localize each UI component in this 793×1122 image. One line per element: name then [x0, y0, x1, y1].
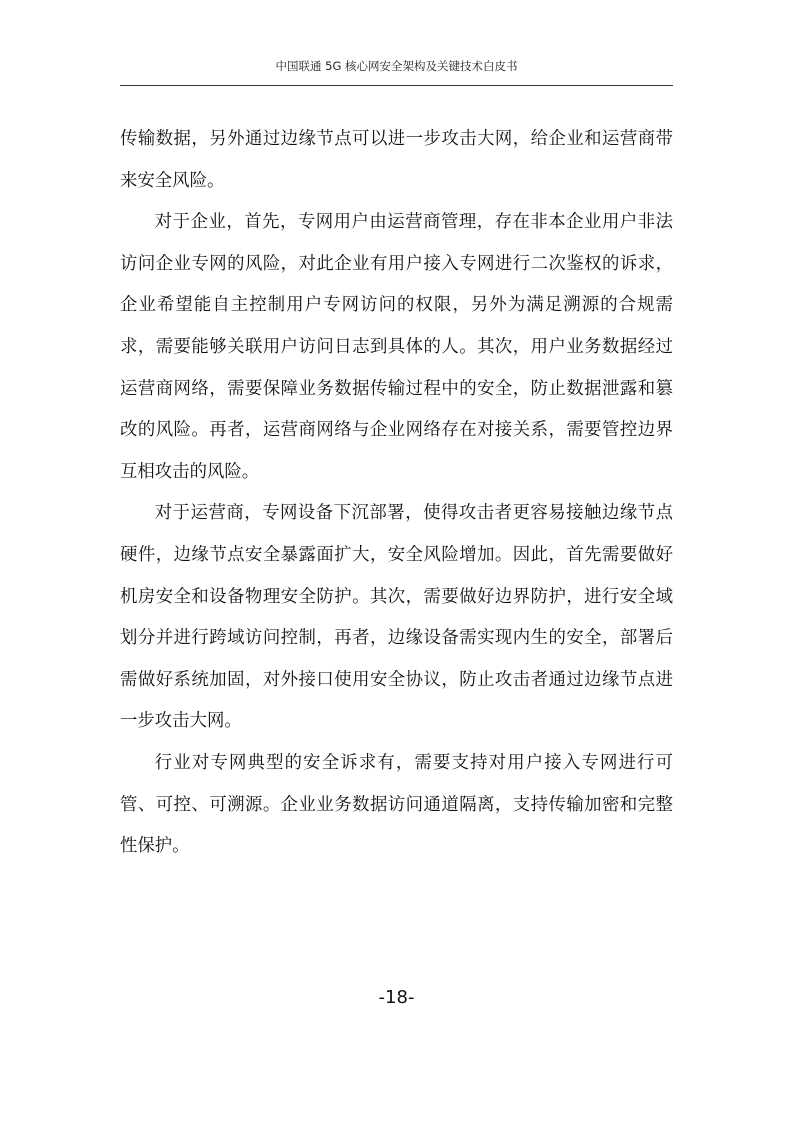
- paragraph-operator: 对于运营商，专网设备下沉部署，使得攻击者更容易接触边缘节点硬件，边缘节点安全暴露面扩大，安全风险增加。因此，首先需要做好机房安全和设备物理安全防护。其次，需要做好边界防护，进行安全域划分并进行跨域访问控制，再者，边缘设备需实现内生的安全，部署后需做好系统加固，对外接口使用安全协议，防止攻击者通过边缘节点进一步攻击大网。: [120, 503, 673, 732]
- paragraph-industry: 行业对专网典型的安全诉求有，需要支持对用户接入专网进行可管、可控、可溯源。企业业务数据访问通道隔离，支持传输加密和完整性保护。: [120, 752, 673, 857]
- page-number: -18-: [378, 987, 415, 1008]
- paragraph-continuation: 传输数据，另外通过边缘节点可以进一步攻击大网，给企业和运营商带来安全风险。: [120, 129, 673, 191]
- running-header: 中国联通 5G 核心网安全架构及关键技术白皮书: [275, 59, 518, 73]
- header-divider: [120, 85, 673, 86]
- paragraph-enterprise: 对于企业，首先，专网用户由运营商管理，存在非本企业用户非法访问企业专网的风险，对此企业有用户接入专网进行二次鉴权的诉求，企业希望能自主控制用户专网访问的权限，另外为满足溯源的合规需求，需要能够关联用户访问日志到具体的人。其次，用户业务数据经过运营商网络，需要保障业务数据传输过程中的安全，防止数据泄露和篡改的风险。再者，运营商网络与企业网络存在对接关系，需要管控边界互相攻击的风险。: [120, 212, 673, 482]
- document-body: [120, 119, 673, 868]
